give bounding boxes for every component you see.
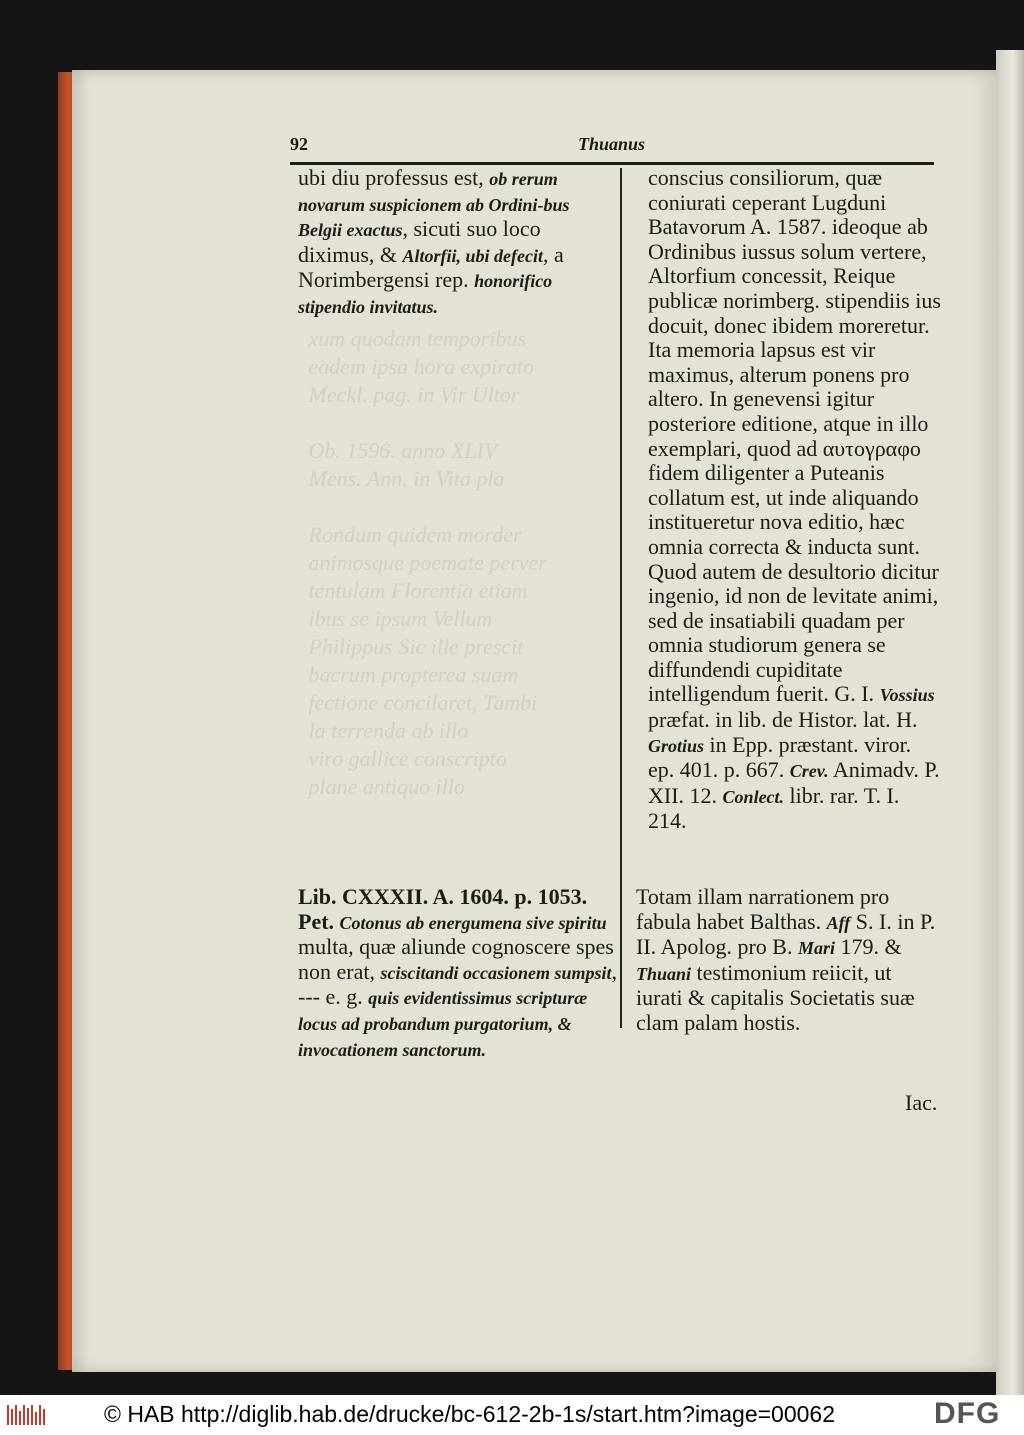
running-head: Thuanus: [578, 134, 646, 154]
text-segment: sciscitandi occasionem sumpsit: [380, 962, 612, 983]
left-lower-entry: [298, 885, 620, 1062]
text-segment: libr. rar. T. I. 214.: [648, 782, 900, 834]
left-column-text: [298, 166, 616, 320]
text-segment: Aff: [826, 912, 851, 933]
column-rule: [620, 168, 622, 1028]
hab-barcode-logo-icon: [6, 1403, 46, 1427]
text-segment: Lib. CXXXII. A. 1604. p. 1053. Pet.: [298, 884, 588, 934]
right-column-text: [648, 166, 942, 834]
next-page-edge: [996, 50, 1024, 1395]
text-segment: in Epp. præstant. viror. ep. 401. p. 667.: [648, 731, 912, 783]
text-segment: ob rerum novarum suspicionem ab Ordini-bus Belgii exactus: [298, 169, 570, 241]
text-segment: Thuani: [636, 963, 692, 984]
page-number: 92: [290, 134, 308, 154]
footer-copyright-link[interactable]: © HAB http://diglib.hab.de/drucke/bc-612-2b-1s/start.htm?image=00062: [104, 1401, 836, 1427]
text-segment: multa, quæ aliunde cognoscere spes non erat,: [298, 934, 614, 984]
text-segment: Mari: [797, 938, 835, 959]
text-segment: præfat. in lib. de Histor. lat. H.: [648, 707, 918, 733]
text-segment: Altorfii, ubi defecit: [402, 245, 543, 266]
text-segment: quis evidentissimus scripturæ locus ad probandum purgatorium, & invocationem sanctorum.: [298, 988, 588, 1060]
text-segment: S. I. in P. II. Apolog. pro B.: [636, 908, 936, 960]
right-lower-entry: [636, 885, 940, 1036]
text-segment: Animadv. P. XII. 12.: [648, 757, 940, 808]
text-segment: Grotius: [648, 735, 705, 756]
text-segment: conscius consiliorum, quæ coniurati ceperant Lugduni Batavorum A. 1587. ideoque ab Ordinibus iussus solum vertere, Altorfium concessit, Reique publicæ norimberg. stipendiis ius docuit, donec ibidem moreretur. Ita memoria lapsus est vir maximus, alterum ponens pro altero. In genevensi igitur posteriore editione, atque in illo exemplari, quod ad αυτογραφο fidem diligenter a Puteanis collatum est, ut inde aliquando institueretur nova editio, hæc omnia correcta & inducta sunt. Quod autem de desultorio dicitur ingenio, id non de levitate animi, sed de insatiabili quadam per omnia studiorum genera se diffundendi cupiditate intelligendum fuerit. G. I.: [648, 165, 941, 707]
text-segment: Crev.: [789, 761, 829, 782]
bleed-through-text: xum quodam temporibus eadem ipsa hora expirato Meckl. pag. in Vir Ultor Ob. 1596. anno XLIV Mens. Ann. in Vita pla Rondum quidem morder animosque poemate perver tentulam Florentia etiam ibus se ipsum Vellum Philippus Sic ille prescit bacrum propterea suam fectione concilaret, Tambi la terrenda ab illo viro gallice conscripto plane antiquo illo: [292, 326, 547, 799]
text-segment: Conlect.: [722, 786, 785, 807]
dfg-logo: DFG: [934, 1397, 1001, 1430]
text-segment: ubi diu professus est,: [298, 165, 490, 190]
text-segment: testimonium reiicit, ut iurati & capitalis Societatis suæ clam palam hostis.: [636, 959, 915, 1035]
text-segment: , sicuti suo loco diximus, &: [298, 216, 541, 267]
text-segment: Cotonus ab energumena sive spiritu: [339, 912, 607, 933]
text-segment: 179. &: [834, 934, 902, 960]
text-segment: Totam illam narrationem pro fabula habet Balthas.: [636, 884, 890, 934]
catchword: Iac.: [905, 1090, 938, 1115]
text-segment: , --- e. g.: [298, 958, 617, 1010]
footer-bar: [0, 1395, 1024, 1435]
text-segment: honorifico stipendio invitatus.: [298, 271, 553, 317]
text-segment: Vossius: [879, 685, 935, 706]
text-segment: , a Norimbergensi rep.: [298, 241, 564, 293]
